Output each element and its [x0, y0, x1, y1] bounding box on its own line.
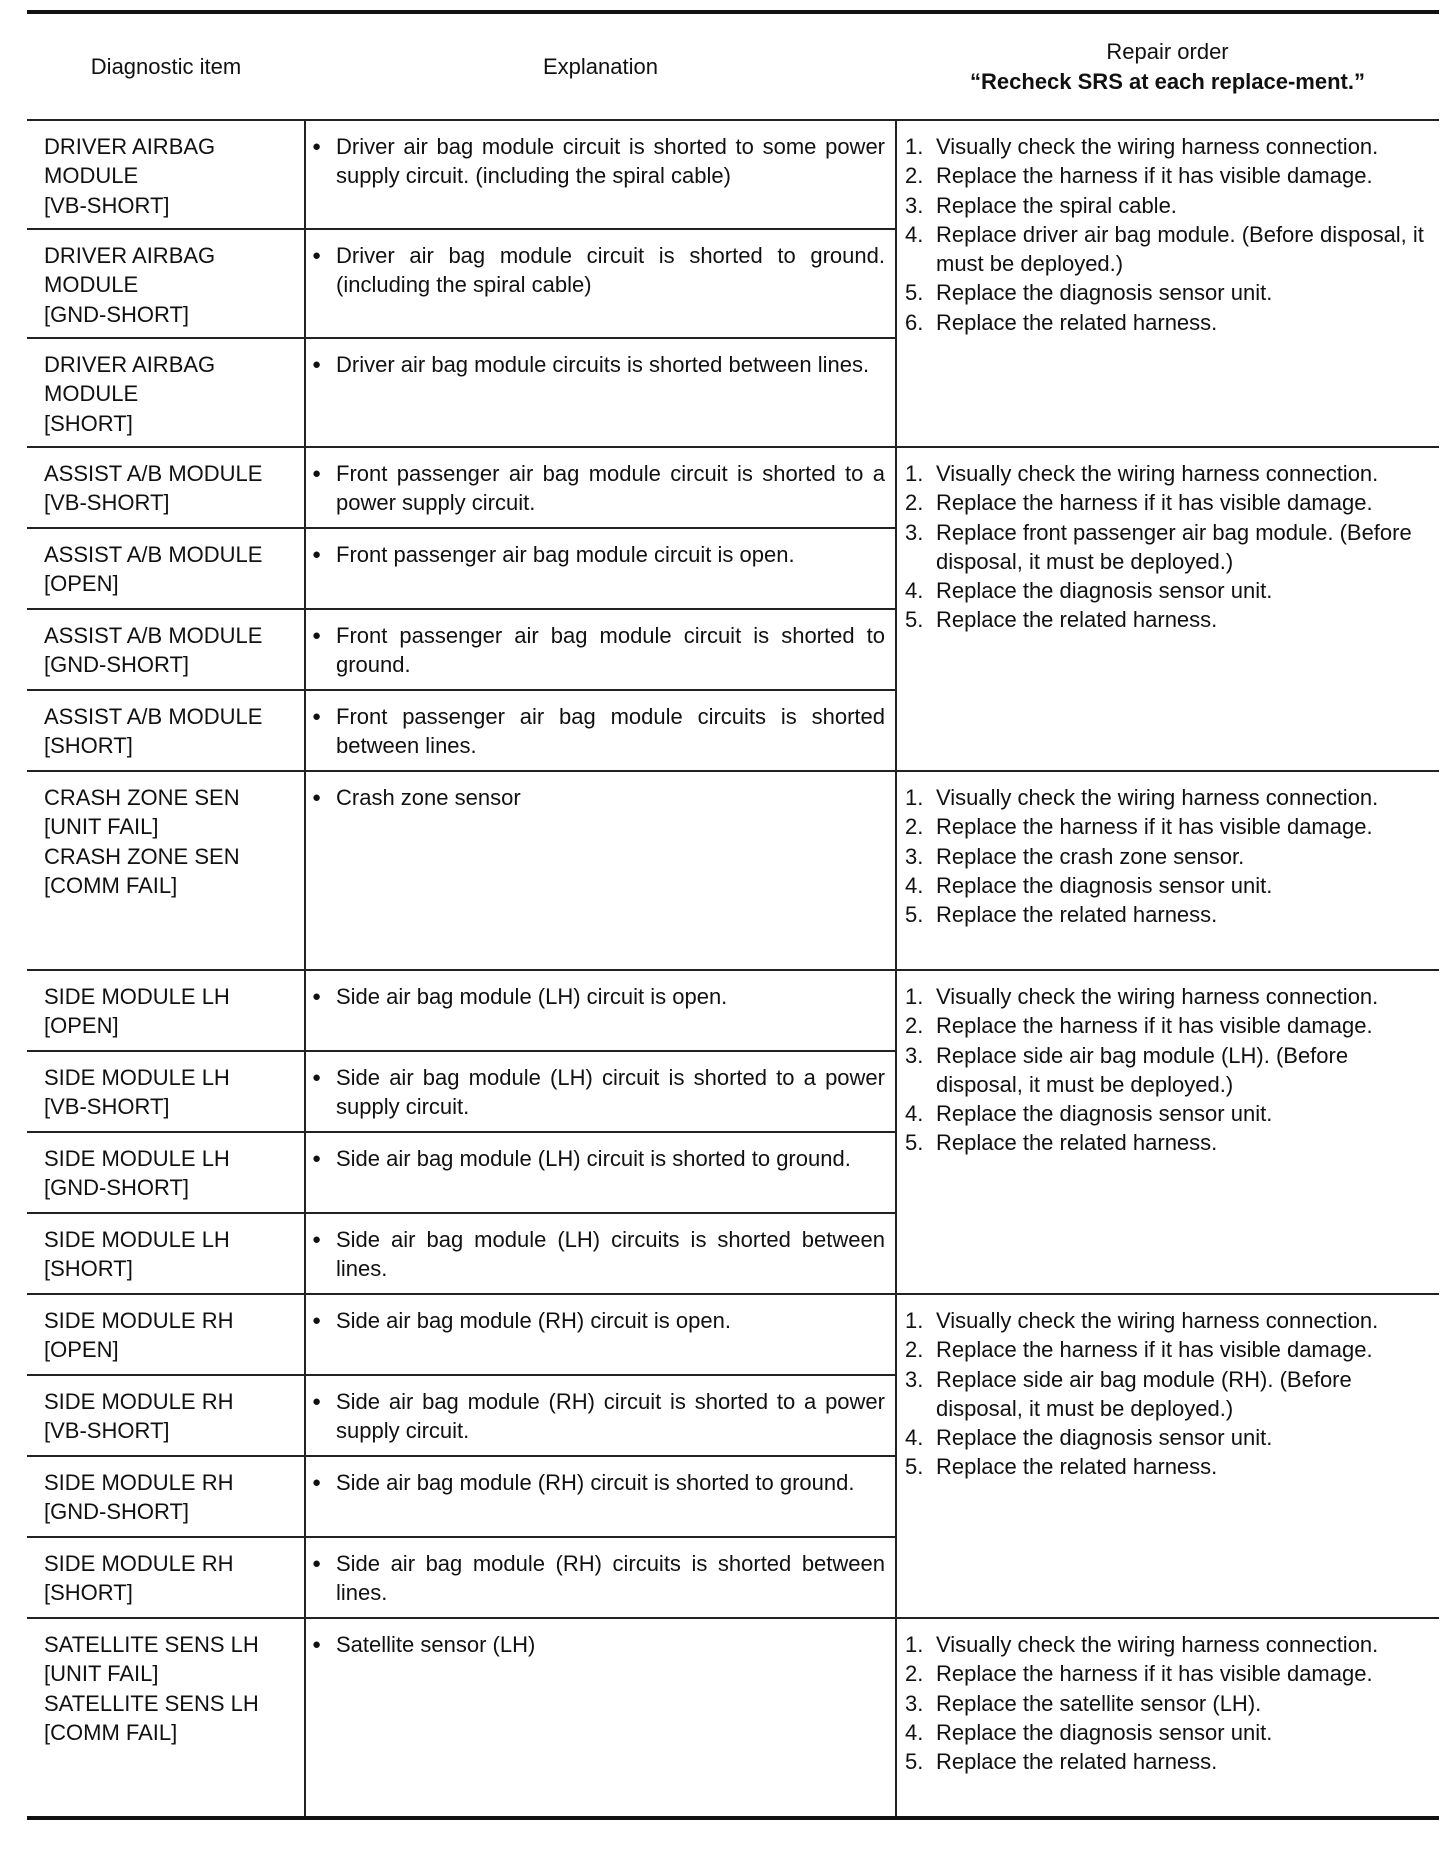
explanation-cell [305, 1051, 896, 1132]
repair-step-text: Replace side air bag module (LH). (Before disposal, it must be deployed.) [936, 1042, 1349, 1097]
repair-step-text: Replace the related harness. [936, 309, 1218, 335]
repair-step-text: Visually check the wiring harness connection. [936, 785, 1379, 810]
repair-step-number: 5. [905, 1454, 924, 1480]
explanation-text: Driver air bag module circuit is shorted to ground. (including the spiral cable) [336, 243, 885, 298]
repair-step-text: Visually check the wiring harness connection. [936, 984, 1379, 1009]
diagnostic-item-line: [VB-SHORT] [44, 1094, 170, 1120]
diagnostic-item-cell [27, 338, 305, 447]
diagnostic-item-line: [VB-SHORT] [44, 192, 170, 218]
explanation-text: Side air bag module (RH) circuit is shorted to ground. [336, 1470, 855, 1495]
repair-step [905, 1128, 1427, 1157]
diagnostic-item-cell [27, 970, 305, 1051]
diagnostic-item-line: SATELLITE SENS LH [44, 1690, 259, 1716]
repair-step-text: Replace the diagnosis sensor unit. [936, 1425, 1273, 1451]
diagnostic-item-line: [GND-SHORT] [44, 652, 190, 678]
diagnostic-item-line: SIDE MODULE RH [44, 1308, 234, 1333]
repair-step [905, 576, 1427, 605]
diagnostic-item-line: SATELLITE SENS LH [44, 1632, 259, 1657]
bullet-icon: ● [312, 356, 322, 373]
explanation-cell [305, 338, 896, 447]
explanation-text: Crash zone sensor [336, 785, 521, 810]
diagnostic-item-cell [27, 120, 305, 229]
repair-step [905, 982, 1427, 1011]
repair-step-text: Replace the related harness. [936, 607, 1218, 633]
explanation-cell [305, 1132, 896, 1213]
repair-step [905, 1365, 1427, 1424]
repair-step [905, 1306, 1427, 1335]
table-body [27, 120, 1439, 1818]
repair-step [905, 308, 1427, 337]
repair-step-number: 3. [905, 843, 924, 869]
diagnostic-item-cell [27, 1294, 305, 1375]
repair-step [905, 1423, 1427, 1452]
bullet-icon: ● [312, 1150, 322, 1167]
repair-order-cell [896, 447, 1439, 771]
repair-step [905, 1335, 1427, 1364]
explanation-text: Side air bag module (RH) circuits is shorted between lines. [336, 1551, 885, 1606]
repair-order-cell [896, 120, 1439, 447]
explanation-bullet [312, 1387, 885, 1446]
explanation-text: Side air bag module (LH) circuit is open. [336, 984, 728, 1009]
repair-step [905, 1659, 1427, 1688]
repair-step [905, 161, 1427, 190]
bullet-icon: ● [312, 1312, 322, 1329]
repair-step-number: 5. [905, 1749, 924, 1775]
explanation-text: Side air bag module (RH) circuit is shorted to a power supply circuit. [336, 1389, 885, 1444]
bullet-icon: ● [312, 1474, 322, 1491]
repair-step-text: Visually check the wiring harness connection. [936, 1308, 1379, 1333]
explanation-cell [305, 970, 896, 1051]
repair-step [905, 783, 1427, 812]
repair-step-text: Replace the related harness. [936, 902, 1218, 928]
bullet-icon: ● [312, 627, 322, 644]
repair-step [905, 191, 1427, 220]
explanation-cell [305, 447, 896, 528]
header-diagnostic-item: Diagnostic item [27, 12, 305, 120]
table-row [27, 1294, 1439, 1375]
repair-step-number: 2. [905, 490, 924, 516]
repair-step-number: 6. [905, 309, 924, 335]
repair-step-number: 2. [905, 163, 924, 189]
repair-step-text: Replace the diagnosis sensor unit. [936, 872, 1273, 898]
repair-step-text: Replace the harness if it has visible damage. [936, 814, 1373, 840]
explanation-text: Side air bag module (LH) circuit is shorted to a power supply circuit. [336, 1065, 885, 1120]
diagnostic-item-cell [27, 1537, 305, 1618]
diagnostic-item-line: [COMM FAIL] [44, 872, 178, 898]
diagnostic-item-line: [OPEN] [44, 1013, 119, 1039]
table-row [27, 970, 1439, 1051]
repair-step [905, 1689, 1427, 1718]
repair-step-text: Visually check the wiring harness connection. [936, 1632, 1379, 1657]
repair-step [905, 1041, 1427, 1100]
repair-step [905, 132, 1427, 161]
diagnostic-item-cell [27, 229, 305, 338]
explanation-bullet [312, 241, 885, 300]
repair-step-text: Replace the diagnosis sensor unit. [936, 1101, 1273, 1127]
repair-step-number: 1. [905, 984, 924, 1009]
explanation-bullet [312, 1630, 885, 1659]
explanation-cell [305, 229, 896, 338]
diagnostic-item-cell [27, 1213, 305, 1294]
diagnostic-item-line: CRASH ZONE SEN [44, 785, 240, 810]
bullet-icon: ● [312, 1555, 322, 1572]
header-repair-order-title: Repair order [1106, 39, 1229, 65]
repair-step [905, 1452, 1427, 1481]
explanation-text: Front passenger air bag module circuits is shorted between lines. [336, 704, 885, 759]
repair-step-text: Replace driver air bag module. (Before disposal, it must be deployed.) [936, 221, 1424, 277]
diagnostic-item-line: [SHORT] [44, 733, 133, 759]
table-row [27, 447, 1439, 528]
repair-step-number: 3. [905, 192, 924, 218]
diagnostic-item-cell [27, 771, 305, 970]
repair-step-text: Replace the spiral cable. [936, 192, 1177, 218]
diagnostic-item-line: [GND-SHORT] [44, 1499, 190, 1525]
repair-order-cell [896, 970, 1439, 1294]
diagnostic-item-cell [27, 609, 305, 690]
repair-order-cell [896, 771, 1439, 970]
repair-step-number: 4. [905, 578, 924, 604]
repair-step-text: Visually check the wiring harness connection. [936, 461, 1379, 486]
repair-step-number: 2. [905, 1661, 924, 1687]
explanation-cell [305, 690, 896, 771]
explanation-bullet [312, 132, 885, 191]
explanation-cell [305, 1294, 896, 1375]
explanation-text: Front passenger air bag module circuit is open. [336, 542, 795, 567]
bullet-icon: ● [312, 988, 322, 1005]
bullet-icon: ● [312, 1636, 322, 1653]
repair-step-text: Replace the harness if it has visible damage. [936, 1337, 1373, 1363]
repair-steps-list [905, 132, 1427, 337]
bullet-icon: ● [312, 1393, 322, 1410]
explanation-text: Satellite sensor (LH) [336, 1632, 536, 1657]
repair-step-text: Replace the diagnosis sensor unit. [936, 578, 1273, 604]
explanation-bullet [312, 1063, 885, 1122]
table-header-row [27, 12, 1439, 120]
diagnostic-item-line: [GND-SHORT] [44, 301, 190, 327]
explanation-bullet [312, 621, 885, 680]
header-explanation: Explanation [305, 12, 896, 120]
repair-step-text: Replace the satellite sensor (LH). [936, 1690, 1262, 1716]
repair-step [905, 605, 1427, 634]
explanation-cell [305, 1618, 896, 1818]
header-repair-order-note: “Recheck SRS at each replace-ment.” [970, 68, 1365, 94]
table-row [27, 1618, 1439, 1818]
repair-step-text: Replace side air bag module (RH). (Before disposal, it must be deployed.) [936, 1366, 1352, 1421]
repair-step-number: 1. [905, 1632, 924, 1657]
explanation-cell [305, 120, 896, 229]
explanation-bullet [312, 1468, 885, 1497]
repair-steps-list [905, 1630, 1427, 1776]
bullet-icon: ● [312, 138, 322, 155]
diagnostic-item-line: SIDE MODULE LH [44, 1146, 230, 1171]
explanation-bullet [312, 783, 885, 812]
repair-step [905, 1718, 1427, 1747]
repair-step [905, 488, 1427, 517]
diagnostic-item-line: ASSIST A/B MODULE [44, 461, 263, 486]
repair-step-number: 3. [905, 1042, 924, 1068]
bullet-icon: ● [312, 708, 322, 725]
explanation-bullet [312, 1225, 885, 1284]
repair-steps-list [905, 459, 1427, 635]
diagnostic-item-line: DRIVER AIRBAG [44, 134, 216, 159]
diagnostic-item-line: CRASH ZONE SEN [44, 843, 240, 869]
diagnostic-item-line: [SHORT] [44, 410, 133, 436]
explanation-cell [305, 528, 896, 609]
repair-step [905, 1011, 1427, 1040]
diagnostic-item-line: SIDE MODULE LH [44, 1227, 230, 1252]
explanation-cell [305, 1375, 896, 1456]
explanation-text: Side air bag module (LH) circuit is shorted to ground. [336, 1146, 851, 1171]
bullet-icon: ● [312, 1069, 322, 1086]
diagnostic-item-line: SIDE MODULE RH [44, 1470, 234, 1495]
repair-step-number: 1. [905, 461, 924, 486]
diagnostic-item-line: [COMM FAIL] [44, 1719, 178, 1745]
repair-step-number: 5. [905, 280, 924, 306]
repair-step-text: Replace the crash zone sensor. [936, 843, 1245, 869]
diagnostic-item-line: [GND-SHORT] [44, 1175, 190, 1201]
repair-step-text: Replace the harness if it has visible damage. [936, 490, 1373, 516]
repair-steps-list [905, 783, 1427, 929]
repair-step [905, 812, 1427, 841]
repair-step [905, 1747, 1427, 1776]
repair-step [905, 518, 1427, 577]
repair-step-number: 1. [905, 785, 924, 810]
explanation-cell [305, 1456, 896, 1537]
explanation-text: Driver air bag module circuits is shorted between lines. [336, 352, 870, 377]
explanation-bullet [312, 459, 885, 518]
diagnostic-item-line: ASSIST A/B MODULE [44, 542, 263, 567]
explanation-bullet [312, 1549, 885, 1608]
repair-step-text: Replace the harness if it has visible damage. [936, 1661, 1373, 1687]
diagnostic-item-line: SIDE MODULE RH [44, 1389, 234, 1414]
diagnostic-item-cell [27, 1375, 305, 1456]
repair-step-text: Replace the related harness. [936, 1130, 1218, 1156]
repair-step-number: 4. [905, 1719, 924, 1745]
diagnostic-item-cell [27, 1051, 305, 1132]
repair-step-number: 2. [905, 1013, 924, 1039]
diagnostic-item-line: [UNIT FAIL] [44, 1661, 159, 1687]
repair-step [905, 1099, 1427, 1128]
diagnostic-item-cell [27, 1618, 305, 1818]
diagnostic-item-line: MODULE [44, 381, 139, 407]
diagnostic-item-line: ASSIST A/B MODULE [44, 623, 263, 648]
diagnostic-item-line: [VB-SHORT] [44, 1418, 170, 1444]
repair-step-text: Replace the harness if it has visible damage. [936, 1013, 1373, 1039]
repair-step [905, 871, 1427, 900]
explanation-bullet [312, 540, 885, 569]
repair-step-number: 4. [905, 872, 924, 898]
explanation-text: Side air bag module (LH) circuits is shorted between lines. [336, 1227, 885, 1282]
explanation-cell [305, 1537, 896, 1618]
repair-step [905, 900, 1427, 929]
repair-step-number: 2. [905, 814, 924, 840]
explanation-bullet [312, 350, 885, 379]
explanation-text: Side air bag module (RH) circuit is open. [336, 1308, 731, 1333]
repair-step-number: 3. [905, 1690, 924, 1716]
diagnostic-item-line: [OPEN] [44, 1337, 119, 1363]
diagnostic-item-line: MODULE [44, 272, 139, 298]
explanation-text: Driver air bag module circuit is shorted to some power supply circuit. (including the spiral cable) [336, 134, 885, 189]
repair-step-text: Replace the related harness. [936, 1454, 1218, 1480]
repair-step-number: 4. [905, 221, 924, 247]
diagnostic-item-line: SIDE MODULE LH [44, 984, 230, 1009]
repair-step-number: 4. [905, 1425, 924, 1451]
repair-step [905, 278, 1427, 307]
explanation-cell [305, 1213, 896, 1294]
diagnostic-item-cell [27, 447, 305, 528]
repair-step-number: 5. [905, 607, 924, 633]
explanation-bullet [312, 1144, 885, 1173]
diagnostic-item-line: [SHORT] [44, 1256, 133, 1282]
diagnostic-item-line: DRIVER AIRBAG [44, 243, 216, 268]
repair-steps-list [905, 982, 1427, 1158]
repair-step [905, 842, 1427, 871]
explanation-bullet [312, 982, 885, 1011]
repair-step-text: Replace the harness if it has visible damage. [936, 163, 1373, 189]
explanation-bullet [312, 1306, 885, 1335]
diagnostic-item-cell [27, 1456, 305, 1537]
table-row [27, 771, 1439, 970]
diagnostic-item-line: [UNIT FAIL] [44, 814, 159, 840]
diagnostic-item-cell [27, 690, 305, 771]
diagnostic-item-line: DRIVER AIRBAG [44, 352, 216, 377]
diagnostic-item-cell [27, 528, 305, 609]
repair-order-cell [896, 1618, 1439, 1818]
bullet-icon: ● [312, 789, 322, 806]
explanation-text: Front passenger air bag module circuit is shorted to ground. [336, 623, 885, 678]
diagnostic-item-line: SIDE MODULE LH [44, 1065, 230, 1090]
repair-step-number: 5. [905, 1130, 924, 1156]
table-row [27, 120, 1439, 229]
explanation-text: Front passenger air bag module circuit is shorted to a power supply circuit. [336, 461, 885, 516]
header-repair-order [896, 12, 1439, 120]
repair-step [905, 220, 1427, 279]
bullet-icon: ● [312, 546, 322, 563]
diagnostic-table [27, 10, 1439, 1820]
diagnostic-item-cell [27, 1132, 305, 1213]
repair-step-number: 3. [905, 1366, 924, 1392]
repair-step-number: 1. [905, 1308, 924, 1333]
repair-step-number: 5. [905, 902, 924, 928]
repair-step-text: Replace front passenger air bag module. (Before disposal, it must be deployed.) [936, 519, 1412, 574]
bullet-icon: ● [312, 465, 322, 482]
diagnostic-item-line: SIDE MODULE RH [44, 1551, 234, 1576]
repair-step [905, 1630, 1427, 1659]
repair-step-number: 1. [905, 134, 924, 159]
repair-step-text: Visually check the wiring harness connection. [936, 134, 1379, 159]
repair-order-cell [896, 1294, 1439, 1618]
repair-step-number: 4. [905, 1101, 924, 1127]
repair-step [905, 459, 1427, 488]
explanation-bullet [312, 702, 885, 761]
explanation-cell [305, 609, 896, 690]
diagnostic-item-line: [SHORT] [44, 1580, 133, 1606]
repair-step-text: Replace the diagnosis sensor unit. [936, 280, 1273, 306]
repair-step-number: 3. [905, 519, 924, 545]
repair-step-text: Replace the diagnosis sensor unit. [936, 1719, 1273, 1745]
diagnostic-item-line: [VB-SHORT] [44, 490, 170, 516]
bullet-icon: ● [312, 247, 322, 264]
explanation-cell [305, 771, 896, 970]
diagnostic-item-line: [OPEN] [44, 571, 119, 597]
repair-steps-list [905, 1306, 1427, 1482]
repair-step-text: Replace the related harness. [936, 1749, 1218, 1775]
bullet-icon: ● [312, 1231, 322, 1248]
repair-step-number: 2. [905, 1337, 924, 1363]
diagnostic-item-line: MODULE [44, 163, 139, 189]
diagnostic-item-line: ASSIST A/B MODULE [44, 704, 263, 729]
